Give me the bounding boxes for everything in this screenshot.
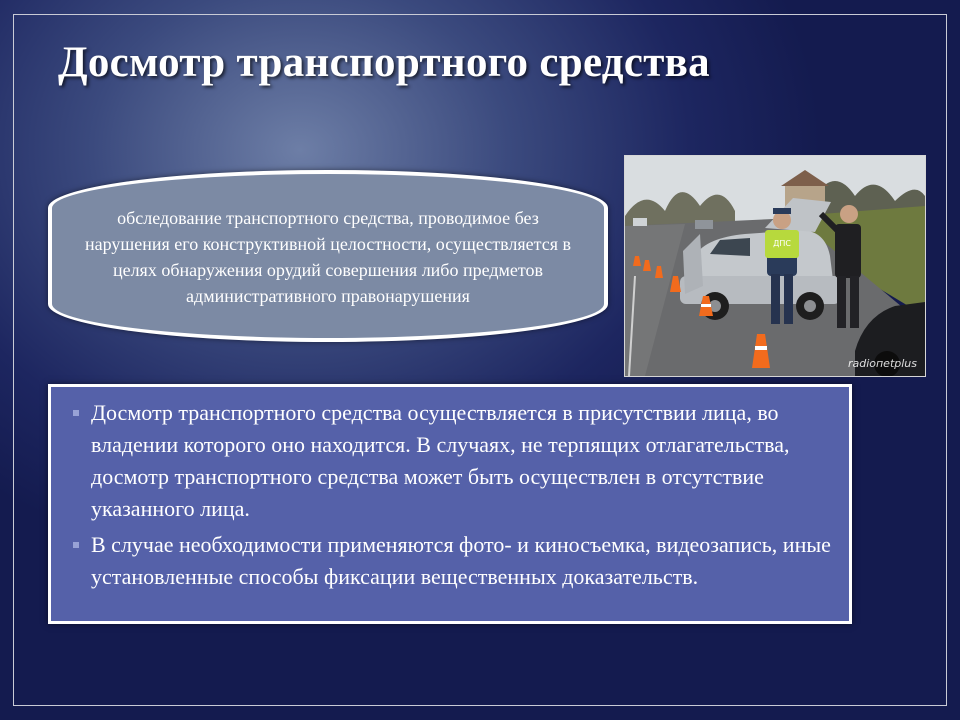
definition-box (48, 170, 608, 342)
photo-illustration (625, 156, 925, 376)
bullet-item (73, 397, 839, 525)
square-bullet-icon (73, 542, 79, 548)
definition-text: обследование транспортного средства, проводимое без нарушения его конструктивной целостности, осуществляется в целях обнаружения орудий совершения либо предметов административного правонарушения (85, 208, 571, 306)
content-box (48, 384, 852, 624)
photo-watermark: radiопetplus (847, 357, 917, 370)
bullet-text: В случае необходимости применяются фото- и киносъемка, видеозапись, иные установленные способы фиксации вещественных доказательств. (91, 532, 831, 589)
traffic-stop-photo (624, 155, 926, 377)
bullet-item (73, 529, 839, 593)
vest-label: ДПС (773, 239, 791, 248)
slide-title: Досмотр транспортного средства (58, 39, 710, 86)
square-bullet-icon (73, 410, 79, 416)
bullet-text: Досмотр транспортного средства осуществляется в присутствии лица, во владении которого оно находится. В случаях, не терпящих отлагательства, досмотр транспортного средства может быть осуществлен в отсутствие указанного лица. (91, 400, 790, 521)
